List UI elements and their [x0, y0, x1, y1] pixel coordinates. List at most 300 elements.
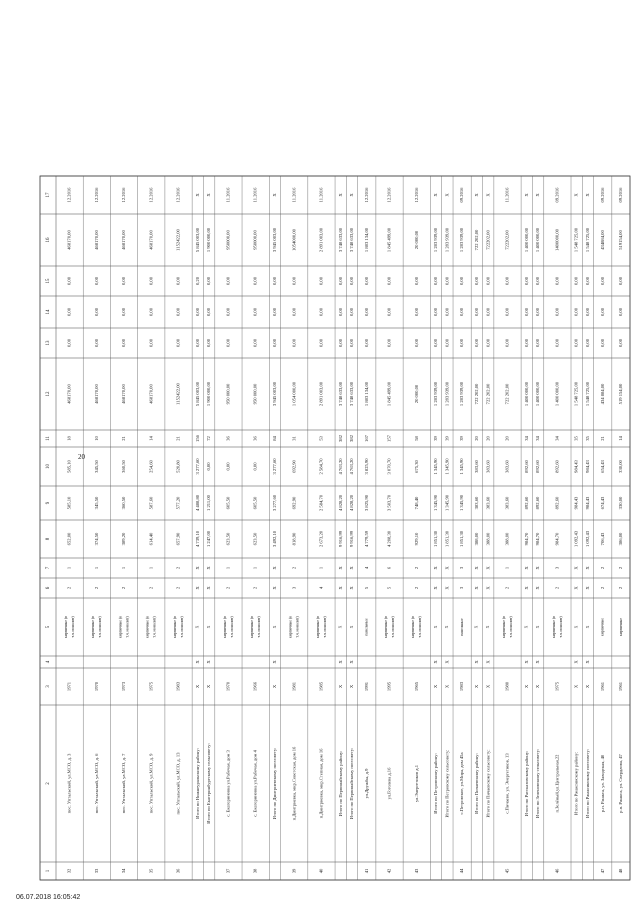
subtotal-cell: X	[194, 586, 200, 590]
subtotal-cell: 722202,00	[485, 230, 491, 250]
table-cell: 34	[554, 436, 560, 441]
table-cell: 2	[413, 566, 419, 570]
subtotal-cell: Итого по Петровскому району:	[433, 753, 439, 814]
subtotal-cell: X	[337, 660, 343, 664]
subtotal-cell: 1 211,00	[206, 495, 212, 511]
table-cell: 0,00	[554, 338, 560, 348]
wall-material-cell: кирпичные (в	[411, 615, 416, 639]
subtotal-cell: 1 400 000,00	[523, 227, 529, 253]
table-cell: 1 283 939,00	[459, 227, 465, 253]
column-number: 9	[46, 501, 52, 505]
wall-material-cell: т.ч. монолит)	[125, 616, 130, 638]
table-cell: 1973	[121, 681, 127, 692]
table-cell: 585,10	[66, 460, 72, 473]
subtotal-cell: X	[535, 566, 541, 570]
table-cell: 1	[225, 566, 231, 570]
table-cell: 0,00	[225, 462, 231, 471]
subtotal-cell: 0,00	[433, 338, 439, 348]
subtotal-cell: 382	[349, 435, 355, 442]
table-cell: 1961	[617, 681, 623, 692]
column-number: 13	[46, 340, 52, 346]
table-cell: 1 054 000,00	[291, 381, 297, 407]
table-cell: 1983	[175, 681, 181, 692]
subtotal-cell: X	[535, 625, 540, 629]
table-cell: 12.2016	[121, 187, 127, 203]
subtotal-cell: 9 916,99	[349, 530, 355, 548]
table-cell: панельные	[364, 618, 369, 636]
subtotal-cell: X	[535, 586, 541, 590]
subtotal-cell: 35	[585, 436, 591, 441]
table-cell: 37	[225, 868, 231, 874]
subtotal-cell: X	[349, 684, 355, 689]
table-cell: 1	[121, 566, 127, 570]
subtotal-cell: X	[485, 660, 491, 664]
table-cell: 18	[66, 436, 72, 441]
table-cell: 45	[504, 868, 510, 874]
subtotal-cell: X	[206, 660, 212, 664]
table-cell: 1400000,00	[554, 229, 560, 251]
subtotal-cell: X	[337, 193, 343, 197]
table-cell: 0,00	[318, 307, 324, 317]
table-cell: 2	[175, 566, 181, 570]
subtotal-cell: Итого по Первомайскому району:	[337, 750, 343, 817]
subtotal-cell: X	[433, 193, 439, 197]
table-cell: пос. Уптальский, ул.МСО, д. 3	[66, 753, 72, 814]
subtotal-cell: 9 916,99	[337, 530, 343, 548]
table-cell: 0,00	[554, 307, 560, 317]
table-cell: 587,60	[148, 496, 154, 510]
table-cell: 1	[252, 566, 258, 570]
subtotal-cell: Итого по Ржаксинскому району:	[573, 751, 579, 816]
table-cell: 46	[554, 868, 560, 874]
subtotal-cell: X	[473, 586, 479, 590]
subtotal-cell: 892,60	[523, 460, 529, 473]
table-cell: 2	[599, 566, 605, 570]
table-cell: 929,10	[413, 532, 419, 546]
table-cell: 09.2016	[554, 187, 560, 203]
subtotal-cell: 0,00	[485, 338, 491, 348]
table-cell: 468170,00	[148, 230, 154, 250]
table-cell: 386,00	[617, 532, 623, 546]
table-cell: 623,50	[225, 532, 231, 546]
table-cell: 0,00	[291, 307, 297, 317]
wall-material-cell: т.ч. монолит)	[70, 616, 75, 638]
table-cell: 1971	[66, 681, 72, 692]
subtotal-cell: 892,60	[535, 496, 541, 510]
table-cell: 0,00	[175, 338, 181, 348]
table-cell: 2	[413, 586, 419, 590]
subtotal-cell: X	[585, 684, 591, 689]
subtotal-cell: 1 548 725,00	[573, 381, 579, 407]
column-number: 2	[46, 782, 52, 785]
table-cell: 12.2016	[93, 187, 99, 203]
subtotal-cell: X	[585, 660, 591, 664]
table-cell: 345,50	[93, 496, 99, 510]
table-cell: 36	[252, 436, 258, 441]
table-cell: 360,50	[121, 460, 127, 473]
subtotal-cell: X	[585, 193, 591, 197]
subtotal-cell: 382	[337, 435, 343, 442]
wall-material-cell: кирпичные (в	[501, 615, 506, 639]
table-cell: 1054000,00	[291, 229, 297, 251]
subtotal-cell: X	[433, 684, 439, 689]
table-cell: 0,00	[459, 276, 465, 286]
wall-material-cell: кирпичные (в	[288, 615, 293, 639]
subtotal-cell: X	[444, 586, 450, 590]
subtotal-cell: 4 763,20	[337, 458, 343, 475]
subtotal-cell: X	[337, 586, 343, 590]
table-cell: п.Дмитриевка, мкр.Степная, дом 16	[318, 748, 324, 819]
subtotal-cell: X	[271, 566, 277, 570]
table-cell: 3	[459, 586, 465, 590]
table-cell: 12.2016	[66, 187, 72, 203]
table-cell: 3 070,70	[386, 458, 392, 475]
column-number: 4	[46, 660, 52, 664]
wall-material-cell: кирпичные (в	[222, 615, 227, 639]
table-cell: 1	[93, 566, 99, 570]
subtotal-cell: X	[445, 625, 450, 629]
table-cell: 1981	[291, 681, 297, 692]
subtotal-cell: X	[523, 660, 529, 664]
table-cell: 692,90	[291, 496, 297, 510]
subtotal-cell: Итого по Зеленовскому сельсовету:	[535, 748, 541, 819]
subtotal-cell: 984,43	[585, 496, 591, 510]
subtotal-cell: 0,00	[573, 338, 579, 348]
table-cell: 0,00	[617, 307, 623, 317]
table-cell: 950 000,00	[225, 383, 231, 405]
subtotal-cell: 0,00	[194, 307, 200, 317]
subtotal-cell: Итого по Пичаевскому району:	[473, 753, 479, 814]
subtotal-cell: X	[349, 660, 355, 664]
table-cell: ул.Гоголева д.16	[386, 767, 392, 800]
table-cell: 14	[148, 436, 154, 441]
subtotal-cell: 1 283 939,00	[444, 227, 450, 253]
table-cell: 4 208,30	[386, 530, 392, 548]
subtotal-cell: 0,00	[523, 338, 529, 348]
table-cell: 0,00	[93, 307, 99, 317]
table-cell: 2 584,70	[318, 494, 324, 512]
table-cell: 585,10	[66, 496, 72, 510]
subtotal-cell: Итого по Первомайскому поссовету:	[349, 747, 355, 820]
subtotal-cell: 72	[206, 436, 212, 441]
wall-material-cell: кирпичные (в	[145, 615, 150, 639]
wall-material-cell: т.ч. монолит)	[179, 616, 184, 638]
table-cell: 2 584,70	[318, 458, 324, 475]
table-cell: 6	[386, 566, 392, 570]
wall-material-cell: т.ч. монолит)	[295, 616, 300, 638]
table-cell: 21	[599, 436, 605, 441]
table-cell: 2	[66, 586, 72, 590]
subtotal-cell: 1 400 000,00	[535, 381, 541, 407]
table-cell: 3	[459, 566, 465, 570]
subtotal-cell: X	[337, 566, 343, 570]
table-cell: 1975	[554, 681, 560, 692]
column-number: 10	[46, 464, 52, 469]
table-cell: 38	[252, 868, 258, 874]
table-cell: 0,00	[252, 338, 258, 348]
table-cell: 468170,00	[66, 384, 72, 404]
wall-material-cell: кирпичные (в	[91, 615, 96, 639]
table-cell: с. Екатериновка ул.Рабочая, дом 3	[225, 750, 231, 817]
table-cell: 34	[121, 868, 127, 874]
table-cell: кирпичные	[600, 617, 605, 637]
footer-timestamp: 06.07.2018 16:05:42	[16, 894, 81, 901]
table-cell: 21	[175, 436, 181, 441]
table-cell: 0,00	[66, 307, 72, 317]
column-number: 7	[46, 566, 52, 570]
table-cell: 20	[504, 436, 510, 441]
subtotal-cell: X	[523, 684, 529, 689]
table-cell: 706,43	[599, 532, 605, 546]
subtotal-cell: 39	[433, 436, 439, 441]
table-cell: 11.2016	[252, 187, 258, 203]
table-cell: 0,00	[554, 276, 560, 286]
table-cell: 2	[93, 586, 99, 590]
table-cell: 468170,00	[93, 384, 99, 404]
table-cell: 12.2016	[148, 187, 154, 203]
subtotal-cell: X	[444, 566, 450, 570]
subtotal-cell: 3 277,60	[271, 458, 277, 475]
subtotal-cell: 0,00	[337, 307, 343, 317]
table-cell: 40	[318, 868, 324, 874]
subtotal-cell: 1 345,90	[433, 458, 439, 475]
subtotal-cell: X	[585, 586, 591, 590]
table-cell: кирпичные	[618, 617, 623, 637]
table-cell: 0,00	[148, 276, 154, 286]
table-cell: 614,40	[148, 532, 154, 546]
subtotal-cell: 0,00	[271, 276, 277, 286]
table-cell: с.Пичаево, ул. Энергетиков, 13	[504, 753, 510, 814]
table-cell: 0,00	[291, 338, 297, 348]
table-cell: 468170,00	[148, 384, 154, 404]
table-cell: 4	[363, 566, 369, 570]
table-cell: 383,60	[504, 460, 510, 473]
column-number: 6	[46, 586, 52, 590]
column-number: 16	[46, 237, 52, 243]
table-cell: ул.Дружбы, д.9	[363, 768, 369, 799]
table-cell: 0,00	[413, 276, 419, 286]
subtotal-cell: X	[573, 566, 579, 570]
table-cell: 0,00	[363, 276, 369, 286]
table-cell: 468170,00	[93, 230, 99, 250]
table-cell: 53	[318, 436, 324, 441]
column-number: 5	[46, 625, 52, 629]
table-cell: 0,00	[121, 307, 127, 317]
table-cell: 157	[386, 435, 392, 442]
table-cell: 0,00	[66, 276, 72, 286]
table-cell: 1 345,90	[459, 494, 465, 512]
subtotal-cell: 0,00	[337, 276, 343, 286]
table-cell: 2	[554, 586, 560, 590]
subtotal-cell: X	[485, 566, 491, 570]
table-cell: 4	[318, 586, 324, 590]
subtotal-cell: 1 400 000,00	[535, 227, 541, 253]
table-cell: 1980	[504, 681, 510, 692]
subtotal-cell: 1 247,00	[206, 530, 212, 548]
table-cell: 0,00	[617, 276, 623, 286]
subtotal-cell: 0,20	[194, 276, 200, 286]
subtotal-cell: X	[573, 586, 579, 590]
wall-material-cell: т.ч. монолит)	[152, 616, 157, 638]
table-cell: 388,00	[504, 532, 510, 546]
subtotal-cell: X	[349, 566, 355, 570]
subtotal-cell: Итого по Нижнеуральскому району:	[194, 748, 200, 819]
table-cell: 5	[386, 586, 392, 590]
table-cell: 0,00	[413, 307, 419, 317]
subtotal-cell: X	[195, 625, 200, 629]
table-cell: 31	[291, 436, 297, 441]
subtotal-cell: 34	[523, 436, 529, 441]
table-cell: 2	[175, 586, 181, 590]
subtotal-cell: X	[433, 625, 438, 629]
subtotal-cell: 1 548 725,00	[573, 227, 579, 253]
table-cell: 0,00	[599, 307, 605, 317]
subtotal-cell: X	[473, 684, 479, 689]
table-cell: 1975	[148, 681, 154, 692]
table-cell: 0,00	[617, 338, 623, 348]
table-cell: 623,50	[252, 532, 258, 546]
table-cell: 0,00	[175, 307, 181, 317]
subtotal-cell: Итого по Дмитриевскому поссовету:	[271, 747, 277, 820]
subtotal-cell: 1 851,30	[433, 530, 439, 548]
table-cell: пос. Уптальский, ул.МСО, д. 6	[93, 753, 99, 814]
table-cell: 605,50	[252, 496, 258, 510]
table-cell: 36	[225, 436, 231, 441]
wall-material-cell: кирпичные (в	[118, 615, 123, 639]
subtotal-cell: Итого по Петровскому сельсовету:	[444, 749, 450, 818]
column-number: 8	[46, 537, 52, 541]
subtotal-cell: 1 345,90	[444, 458, 450, 475]
table-cell: 654,43	[599, 460, 605, 473]
table-cell: 577,20	[175, 496, 181, 510]
subtotal-cell: 0,00	[206, 307, 212, 317]
table-cell: 0,00	[318, 338, 324, 348]
table-cell: р.п. Ржакса, ул. Заводская, 40	[599, 754, 605, 813]
subtotal-cell: X	[337, 684, 343, 689]
subtotal-cell: 1 092,43	[585, 530, 591, 548]
subtotal-cell: 1 345,90	[433, 494, 439, 512]
table-cell: 0,00	[225, 338, 231, 348]
table-cell: 1995	[386, 681, 392, 692]
subtotal-cell: X	[444, 684, 450, 689]
subtotal-cell: 388,00	[473, 532, 479, 546]
table-cell: 0,00	[66, 338, 72, 348]
table-cell: 0,00	[386, 307, 392, 317]
table-cell: 12.2016	[386, 187, 392, 203]
table-cell: 605,50	[225, 496, 231, 510]
subtotal-cell: 0,00	[337, 338, 343, 348]
subtotal-cell: X	[523, 566, 529, 570]
table-cell: 468170,00	[66, 230, 72, 250]
subtotal-cell: 156	[194, 435, 200, 442]
subtotal-cell: 4 828,20	[349, 494, 355, 512]
subtotal-cell: 0,00	[206, 276, 212, 286]
subtotal-cell: Итого по Пичаевскому сельсовету:	[485, 749, 491, 818]
subtotal-cell: 0,00	[349, 307, 355, 317]
wall-material-cell: т.ч. монолит)	[418, 616, 423, 638]
subtotal-cell: X	[194, 684, 200, 689]
table-cell: 14	[617, 436, 623, 441]
subtotal-cell: 1 548 725,00	[585, 227, 591, 253]
table-cell: 2	[617, 566, 623, 570]
subtotal-cell: 1 900 000,00	[206, 227, 212, 253]
table-cell: 20 000,00	[413, 230, 419, 250]
table-cell: 1 845 499,00	[386, 227, 392, 253]
subtotal-cell: 20	[485, 436, 491, 441]
data-table	[40, 176, 630, 880]
table-cell: 0,00	[225, 307, 231, 317]
subtotal-cell: X	[206, 566, 212, 570]
subtotal-cell: 383,60	[485, 496, 491, 510]
table-cell: 4 779,59	[363, 530, 369, 548]
table-cell: 36	[175, 868, 181, 874]
table-cell: пос. Уптальский, ул.МСО, д. 13	[175, 752, 181, 815]
subtotal-cell: 722 202,00	[473, 229, 479, 251]
wall-material-cell: кирпичные (в	[63, 615, 68, 639]
subtotal-cell: 3 492,10	[271, 530, 277, 548]
table-cell: 984,70	[554, 532, 560, 546]
table-cell: 11.2016	[225, 187, 231, 203]
table-cell: 1 851,30	[459, 530, 465, 548]
wall-material-cell: т.ч. монолит)	[257, 616, 262, 638]
subtotal-cell: X	[349, 625, 354, 629]
subtotal-cell: X	[433, 660, 439, 664]
subtotal-cell: 1 092,43	[573, 530, 579, 548]
subtotal-cell: 0,00	[535, 276, 541, 286]
table-cell: 10	[93, 436, 99, 441]
table-cell: ул.Энергетиков д.1	[413, 764, 419, 803]
subtotal-cell: Итого по Екатеринбургскому сельсовету:	[206, 743, 212, 824]
table-cell: 41	[363, 868, 369, 874]
subtotal-cell: X	[206, 193, 212, 197]
subtotal-cell: 722 202,00	[473, 383, 479, 405]
table-cell: 0,00	[599, 276, 605, 286]
subtotal-cell: 383,60	[485, 460, 491, 473]
table-cell: с.Петровское, ул.Мира, дом 45а	[459, 752, 465, 815]
subtotal-cell: 3 748 633,00	[349, 227, 355, 253]
table-cell: 1	[148, 566, 154, 570]
table-cell: 0,00	[121, 276, 127, 286]
table-cell: 674,43	[599, 496, 605, 510]
subtotal-cell: 0,00	[585, 338, 591, 348]
table-cell: 1 400 000,00	[554, 381, 560, 407]
table-cell: 0,00	[386, 276, 392, 286]
table-cell: 1966	[252, 681, 258, 692]
subtotal-cell: 35	[573, 436, 579, 441]
table-cell: 0,00	[121, 338, 127, 348]
table-cell: 44	[459, 868, 465, 874]
table-cell: 434 884,00	[599, 383, 605, 405]
subtotal-cell: 84	[271, 436, 277, 441]
subtotal-cell: 1 283 939,00	[444, 381, 450, 407]
table-cell: 892,60	[554, 496, 560, 510]
table-cell: 0,00	[504, 276, 510, 286]
table-cell: 892,60	[554, 460, 560, 473]
table-cell: 1965	[413, 681, 419, 692]
subtotal-cell: 39	[444, 436, 450, 441]
subtotal-cell: X	[271, 660, 277, 664]
table-cell: 12.2016	[175, 187, 181, 203]
subtotal-cell: 0,00	[206, 338, 212, 348]
table-cell: 1 845 499,00	[386, 381, 392, 407]
wall-material-cell: т.ч. монолит)	[390, 616, 395, 638]
subtotal-cell: 5 845 003,00	[194, 381, 200, 407]
table-cell: 657,90	[175, 532, 181, 546]
subtotal-cell: 0,00	[271, 307, 277, 317]
subtotal-cell: X	[473, 566, 479, 570]
subtotal-cell: 1 900 000,00	[206, 381, 212, 407]
table-cell: 675,30	[413, 460, 419, 473]
